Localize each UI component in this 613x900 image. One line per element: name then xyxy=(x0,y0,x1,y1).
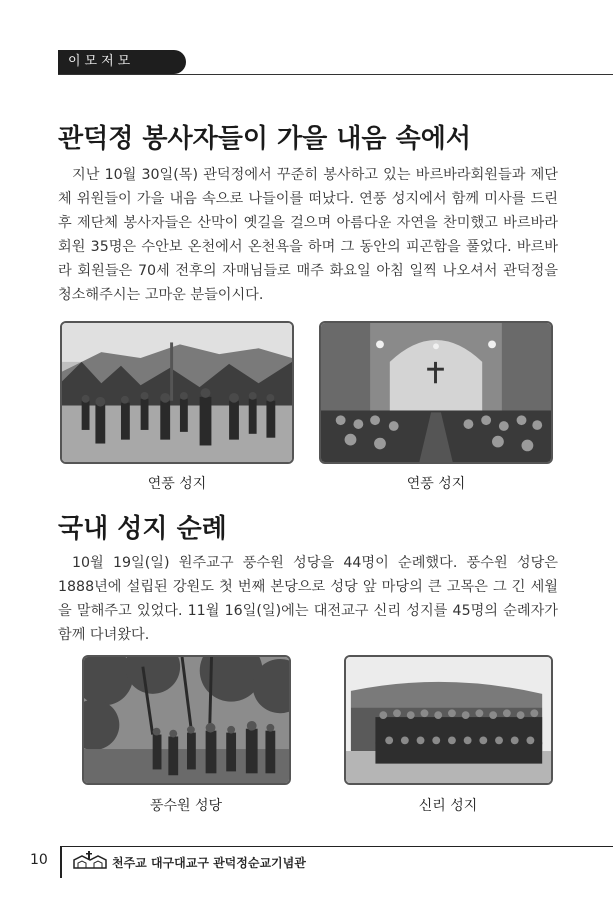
article1-title: 관덕정 봉사자들이 가을 내음 속에서 xyxy=(58,124,471,154)
section-divider xyxy=(58,74,613,75)
footer-divider xyxy=(60,846,62,878)
photo-caption: 연풍 성지 xyxy=(406,476,466,492)
photo-caption: 풍수원 성당 xyxy=(149,798,223,814)
article2-body: 10월 19일(일) 원주교구 풍수원 성당을 44명이 순례했다. 풍수원 성당은 1888년에 설립된 강원도 첫 번째 본당으로 성당 앞 마당의 큰 고목은 그 긴 세월을 말해주고 있었다. 11월 16일(일)에는 대전교구 신리 성지를 45명의 순례자가 함께 다녀왔다. xyxy=(58,555,558,643)
photo-caption: 연풍 성지 xyxy=(147,476,207,492)
photo-caption: 신리 성지 xyxy=(418,798,478,814)
group-photo xyxy=(344,655,553,785)
footer-organization: 천주교 대구대교구 관덕정순교기념관 xyxy=(112,856,306,870)
outdoor-crowd-photo xyxy=(60,321,294,464)
church-logo-icon xyxy=(72,850,108,870)
article2-title: 국내 성지 순례 xyxy=(58,514,227,544)
forest-pilgrims-photo xyxy=(82,655,291,785)
section-tab: 이모저모 xyxy=(58,50,186,74)
article1-body: 지난 10월 30일(목) 관덕정에서 꾸준히 봉사하고 있는 바르바라회원들과 제단체 위원들이 가을 내음 속으로 나들이를 떠났다. 연풍 성지에서 함께 미사를 드린 후 제단체 봉사자들은 산막이 옛길을 걸으며 아름다운 자연을 찬미했고 바르바라 회원 35명은 수안보 온천에서 온천욕을 하며 그 동안의 피곤함을 풀었다. 바르바라 회원들은 70세 전후의 자매님들로 매주 화요일 아침 일찍 나오셔서 관덕정을 청소해주시는 고마운 분들이시다. xyxy=(58,167,558,303)
page-number: 10 xyxy=(30,852,48,868)
footer-divider xyxy=(60,846,613,847)
church-interior-photo xyxy=(319,321,553,464)
